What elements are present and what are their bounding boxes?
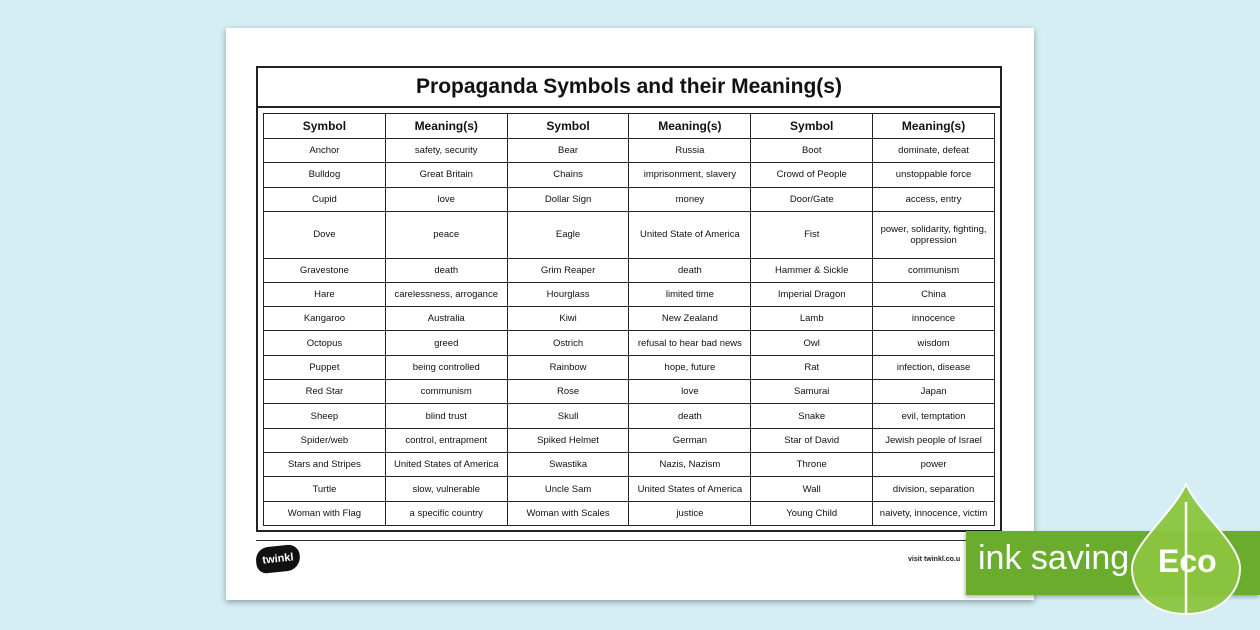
table-row	[264, 258, 995, 282]
symbol-cell: Chains	[507, 163, 629, 187]
footer-divider	[256, 540, 1002, 541]
table-row	[264, 501, 995, 525]
table-header-row	[264, 114, 995, 139]
meaning-cell: access, entry	[873, 187, 995, 211]
symbol-cell: Swastika	[507, 453, 629, 477]
symbol-cell: Sheep	[264, 404, 386, 428]
header-symbol-3: Symbol	[751, 114, 873, 139]
meaning-cell: refusal to hear bad news	[629, 331, 751, 355]
meaning-cell: United State of America	[629, 211, 751, 258]
symbol-cell: Octopus	[264, 331, 386, 355]
meaning-cell: greed	[385, 331, 507, 355]
symbol-cell: Wall	[751, 477, 873, 501]
symbol-cell: Ostrich	[507, 331, 629, 355]
header-meaning-2: Meaning(s)	[629, 114, 751, 139]
table-row	[264, 211, 995, 258]
meaning-cell: Australia	[385, 307, 507, 331]
symbol-cell: Crowd of People	[751, 163, 873, 187]
meaning-cell: love	[385, 187, 507, 211]
symbol-cell: Bulldog	[264, 163, 386, 187]
meaning-cell: Great Britain	[385, 163, 507, 187]
visit-link-text: visit twinkl.co.u	[908, 556, 961, 563]
header-meaning-3: Meaning(s)	[873, 114, 995, 139]
meaning-cell: being controlled	[385, 355, 507, 379]
meaning-cell: Nazis, Nazism	[629, 453, 751, 477]
meaning-cell: Jewish people of Israel	[873, 428, 995, 452]
table-row	[264, 187, 995, 211]
symbol-cell: Cupid	[264, 187, 386, 211]
worksheet-page	[226, 28, 1034, 600]
meaning-cell: evil, temptation	[873, 404, 995, 428]
table-row	[264, 163, 995, 187]
meaning-cell: China	[873, 282, 995, 306]
meaning-cell: imprisonment, slavery	[629, 163, 751, 187]
meaning-cell: United States of America	[385, 453, 507, 477]
table-row	[264, 453, 995, 477]
table-row	[264, 139, 995, 163]
table-row	[264, 331, 995, 355]
meaning-cell: New Zealand	[629, 307, 751, 331]
symbol-cell: Rainbow	[507, 355, 629, 379]
symbol-cell: Woman with Scales	[507, 501, 629, 525]
worksheet-title: Propaganda Symbols and their Meaning(s)	[258, 68, 1000, 108]
table-row	[264, 477, 995, 501]
meaning-cell: power, solidarity, fighting, oppression	[873, 211, 995, 258]
twinkl-logo: twinkl	[255, 544, 301, 574]
symbol-cell: Hammer & Sickle	[751, 258, 873, 282]
meaning-cell: control, entrapment	[385, 428, 507, 452]
header-meaning-1: Meaning(s)	[385, 114, 507, 139]
symbol-cell: Uncle Sam	[507, 477, 629, 501]
symbol-cell: Gravestone	[264, 258, 386, 282]
symbol-cell: Rose	[507, 380, 629, 404]
symbol-cell: Hourglass	[507, 282, 629, 306]
symbol-cell: Throne	[751, 453, 873, 477]
meaning-cell: death	[629, 404, 751, 428]
meaning-cell: a specific country	[385, 501, 507, 525]
symbol-cell: Hare	[264, 282, 386, 306]
table-row	[264, 282, 995, 306]
symbol-cell: Skull	[507, 404, 629, 428]
meaning-cell: communism	[873, 258, 995, 282]
symbol-cell: Dove	[264, 211, 386, 258]
meaning-cell: limited time	[629, 282, 751, 306]
meaning-cell: blind trust	[385, 404, 507, 428]
symbol-cell: Star of David	[751, 428, 873, 452]
meaning-cell: justice	[629, 501, 751, 525]
table-wrapper	[263, 113, 995, 526]
symbols-table	[263, 113, 995, 526]
symbol-cell: Snake	[751, 404, 873, 428]
meaning-cell: dominate, defeat	[873, 139, 995, 163]
meaning-cell: power	[873, 453, 995, 477]
meaning-cell: slow, vulnerable	[385, 477, 507, 501]
meaning-cell: innocence	[873, 307, 995, 331]
symbol-cell: Turtle	[264, 477, 386, 501]
meaning-cell: death	[385, 258, 507, 282]
eco-badge-label: Eco	[1158, 543, 1217, 579]
symbol-cell: Red Star	[264, 380, 386, 404]
meaning-cell: unstoppable force	[873, 163, 995, 187]
meaning-cell: infection, disease	[873, 355, 995, 379]
symbol-cell: Owl	[751, 331, 873, 355]
symbol-cell: Spider/web	[264, 428, 386, 452]
meaning-cell: German	[629, 428, 751, 452]
meaning-cell: Russia	[629, 139, 751, 163]
symbol-cell: Young Child	[751, 501, 873, 525]
symbol-cell: Stars and Stripes	[264, 453, 386, 477]
meaning-cell: communism	[385, 380, 507, 404]
meaning-cell: division, separation	[873, 477, 995, 501]
ink-saving-label: ink saving	[978, 539, 1130, 577]
table-row	[264, 307, 995, 331]
symbol-cell: Kiwi	[507, 307, 629, 331]
table-row	[264, 428, 995, 452]
meaning-cell: hope, future	[629, 355, 751, 379]
symbol-cell: Grim Reaper	[507, 258, 629, 282]
table-row	[264, 404, 995, 428]
worksheet-frame	[256, 66, 1002, 532]
meaning-cell: United States of America	[629, 477, 751, 501]
symbol-cell: Imperial Dragon	[751, 282, 873, 306]
symbol-cell: Puppet	[264, 355, 386, 379]
symbol-cell: Door/Gate	[751, 187, 873, 211]
symbol-cell: Anchor	[264, 139, 386, 163]
header-symbol-1: Symbol	[264, 114, 386, 139]
symbol-cell: Lamb	[751, 307, 873, 331]
symbol-cell: Samurai	[751, 380, 873, 404]
symbol-cell: Spiked Helmet	[507, 428, 629, 452]
symbol-cell: Boot	[751, 139, 873, 163]
meaning-cell: carelessness, arrogance	[385, 282, 507, 306]
meaning-cell: love	[629, 380, 751, 404]
symbol-cell: Woman with Flag	[264, 501, 386, 525]
header-symbol-2: Symbol	[507, 114, 629, 139]
table-row	[264, 380, 995, 404]
meaning-cell: wisdom	[873, 331, 995, 355]
symbol-cell: Dollar Sign	[507, 187, 629, 211]
symbol-cell: Fist	[751, 211, 873, 258]
meaning-cell: death	[629, 258, 751, 282]
meaning-cell: naivety, innocence, victim	[873, 501, 995, 525]
meaning-cell: peace	[385, 211, 507, 258]
meaning-cell: safety, security	[385, 139, 507, 163]
meaning-cell: Japan	[873, 380, 995, 404]
symbol-cell: Eagle	[507, 211, 629, 258]
symbol-cell: Kangaroo	[264, 307, 386, 331]
symbol-cell: Bear	[507, 139, 629, 163]
symbol-cell: Rat	[751, 355, 873, 379]
table-body	[264, 139, 995, 526]
table-row	[264, 355, 995, 379]
meaning-cell: money	[629, 187, 751, 211]
